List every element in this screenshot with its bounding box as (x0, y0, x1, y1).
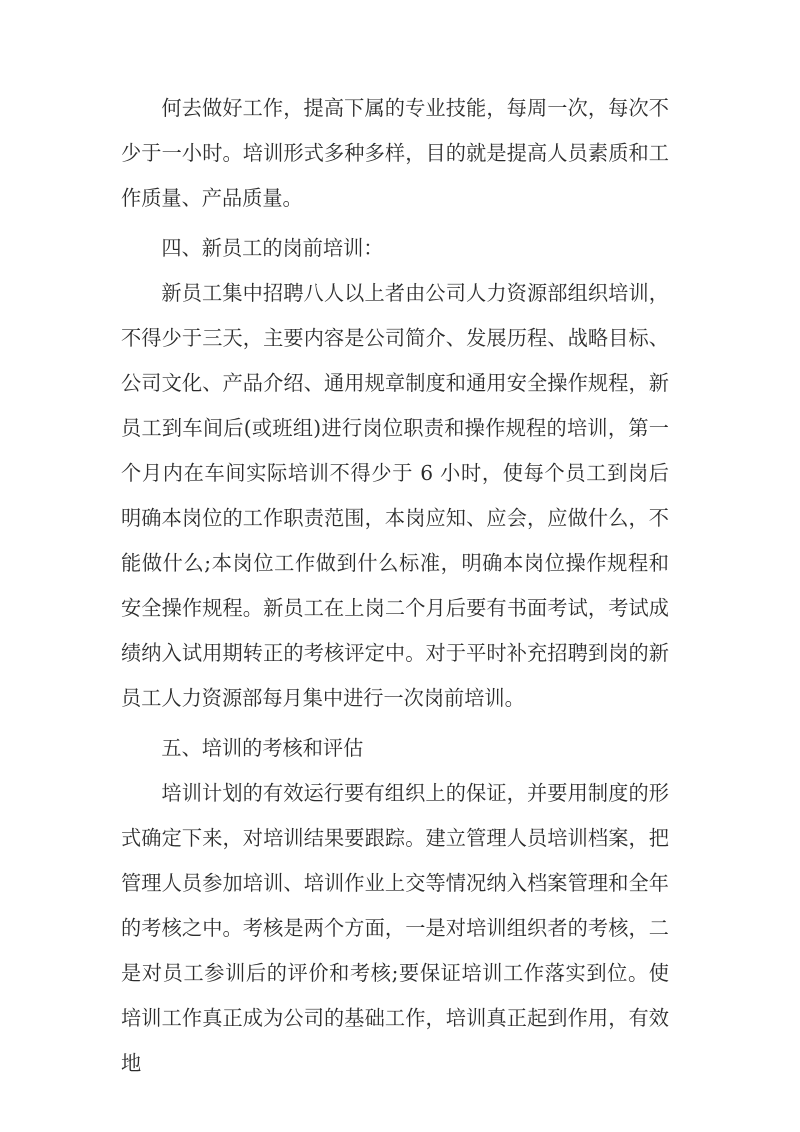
paragraph-assessment-evaluation: 培训计划的有效运行要有组织上的保证，并要用制度的形式确定下来，对培训结果要跟踪。建立管理人员培训档案，把管理人员参加培训、培训作业上交等情况纳入档案管理和全年的考核之中。考核是两个方面，一是对培训组织者的考核，二是对员工参训后的评价和考核;要保证培训工作落实到位。使培训工作真正成为公司的基础工作，培训真正起到作用，有效地 (121, 781, 669, 1075)
document-text-column (121, 86, 669, 1086)
paragraph-training-forms: 何去做好工作，提高下属的专业技能，每周一次，每次不少于一小时。培训形式多种多样，目的就是提高人员素质和工作质量、产品质量。 (121, 96, 669, 210)
heading-section-five: 五、培训的考核和评估 (161, 736, 364, 760)
heading-section-four: 四、新员工的岗前培训： (161, 236, 384, 260)
paragraph-new-employee-training: 新员工集中招聘八人以上者由公司人力资源部组织培训，不得少于三天，主要内容是公司简介、发展历程、战略目标、公司文化、产品介绍、通用规章制度和通用安全操作规程，新员工到车间后(或班组)进行岗位职责和操作规程的培训，第一个月内在车间实际培训不得少于 6 小时，使每个员工到岗后明确本岗位的工作职责范围，本岗应知、应会，应做什么，不能做什么;本岗位工作做到什么标准，明确本岗位操作规程和安全操作规程。新员工在上岗二个月后要有书面考试，考试成绩纳入试用期转正的考核评定中。对于平时补充招聘到岗的新员工人力资源部每月集中进行一次岗前培训。 (121, 281, 669, 710)
